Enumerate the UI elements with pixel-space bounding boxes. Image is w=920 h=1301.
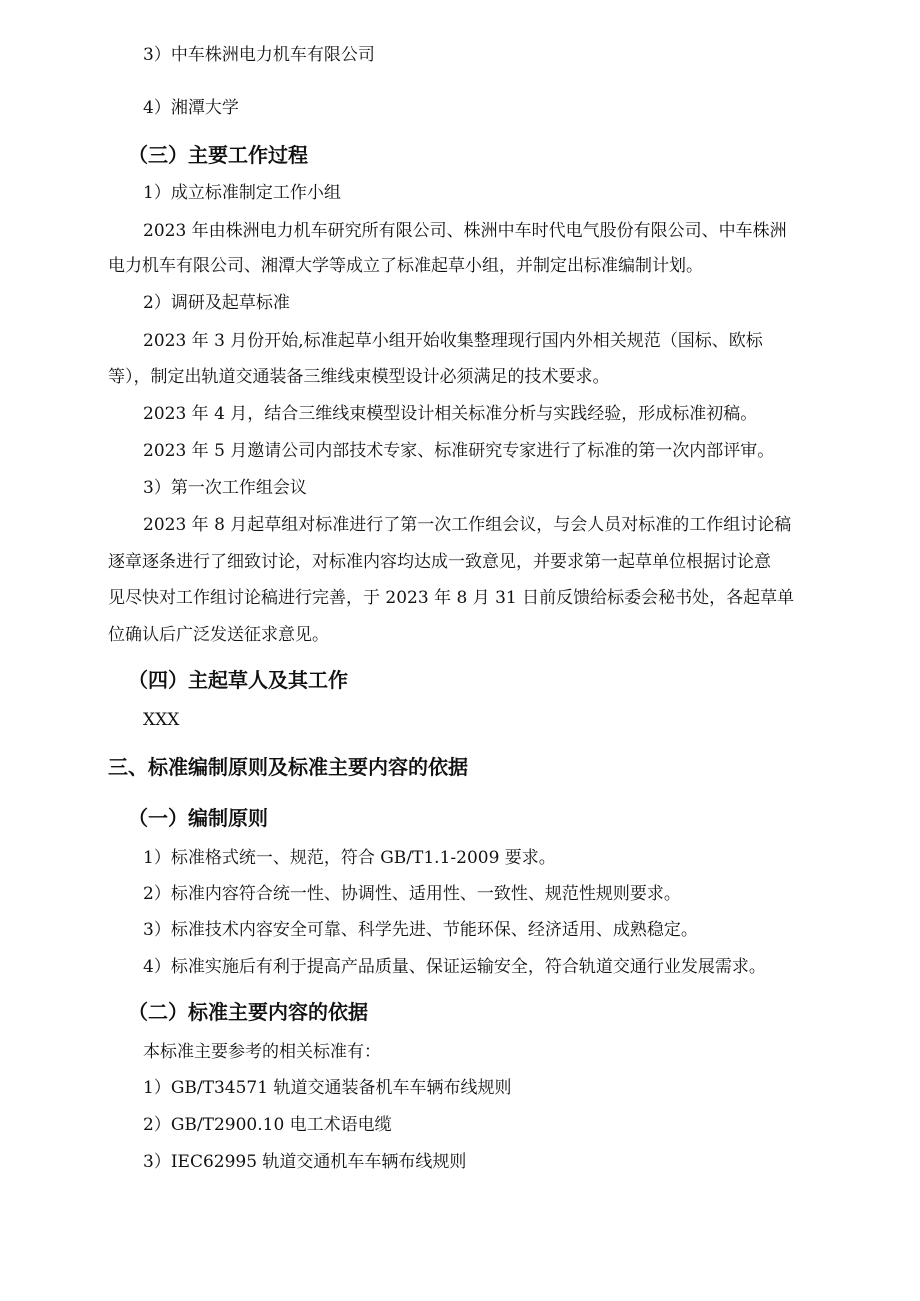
step-2-paragraph-3: 2023 年 5 月邀请公司内部技术专家、标准研究专家进行了标准的第一次内部评审。 — [143, 441, 775, 461]
step-2-title: 2）调研及起草标准 — [143, 293, 290, 313]
basis-intro: 本标准主要参考的相关标准有： — [143, 1042, 381, 1062]
step-3-title: 3）第一次工作组会议 — [143, 478, 307, 498]
principle-item-4: 4）标准实施后有利于提高产品质量、保证运输安全，符合轨道交通行业发展需求。 — [143, 957, 766, 977]
step-2-paragraph-1-line-1: 2023 年 3 月份开始,标准起草小组开始收集整理现行国内外相关规范（国标、欧标 — [143, 331, 763, 351]
step-3-paragraph-line-4: 位确认后广泛发送征求意见。 — [108, 625, 329, 645]
step-1-title: 1）成立标准制定工作小组 — [143, 183, 341, 203]
reference-standard-2: 2）GB/T2900.10 电工术语电缆 — [143, 1115, 392, 1135]
participant-item-3: 3）中车株洲电力机车有限公司 — [143, 45, 375, 65]
heading-section-three: 三、标准编制原则及标准主要内容的依据 — [108, 755, 468, 779]
heading-work-process: （三）主要工作过程 — [128, 143, 308, 167]
heading-content-basis: （二）标准主要内容的依据 — [128, 1000, 368, 1024]
step-2-paragraph-1-line-2: 等），制定出轨道交通装备三维线束模型设计必须满足的技术要求。 — [108, 367, 610, 387]
step-1-paragraph-line-2: 电力机车有限公司、湘潭大学等成立了标准起草小组，并制定出标准编制计划。 — [108, 256, 703, 276]
step-3-paragraph-line-3: 见尽快对工作组讨论稿进行完善，于 2023 年 8 月 31 日前反馈给标委会秘书处，各起草单 — [108, 588, 795, 608]
step-2-paragraph-2: 2023 年 4 月，结合三维线束模型设计相关标准分析与实践经验，形成标准初稿。 — [143, 404, 758, 424]
participant-item-4: 4）湘潭大学 — [143, 98, 239, 118]
principle-item-2: 2）标准内容符合统一性、协调性、适用性、一致性、规范性规则要求。 — [143, 884, 681, 904]
heading-principles: （一）编制原则 — [128, 806, 268, 830]
principle-item-3: 3）标准技术内容安全可靠、科学先进、节能环保、经济适用、成熟稳定。 — [143, 920, 698, 940]
step-3-paragraph-line-2: 逐章逐条进行了细致讨论，对标准内容均达成一致意见，并要求第一起草单位根据讨论意 — [108, 552, 771, 572]
principle-item-1: 1）标准格式统一、规范，符合 GB/T1.1-2009 要求。 — [143, 848, 556, 868]
step-1-paragraph-line-1: 2023 年由株洲电力机车研究所有限公司、株洲中车时代电气股份有限公司、中车株洲 — [143, 221, 787, 241]
drafters-text: XXX — [143, 710, 180, 730]
heading-main-drafters: （四）主起草人及其工作 — [128, 668, 348, 692]
reference-standard-3: 3）IEC62995 轨道交通机车车辆布线规则 — [143, 1152, 467, 1172]
step-3-paragraph-line-1: 2023 年 8 月起草组对标准进行了第一次工作组会议，与会人员对标准的工作组讨论稿 — [143, 515, 792, 535]
reference-standard-1: 1）GB/T34571 轨道交通装备机车车辆布线规则 — [143, 1078, 512, 1098]
